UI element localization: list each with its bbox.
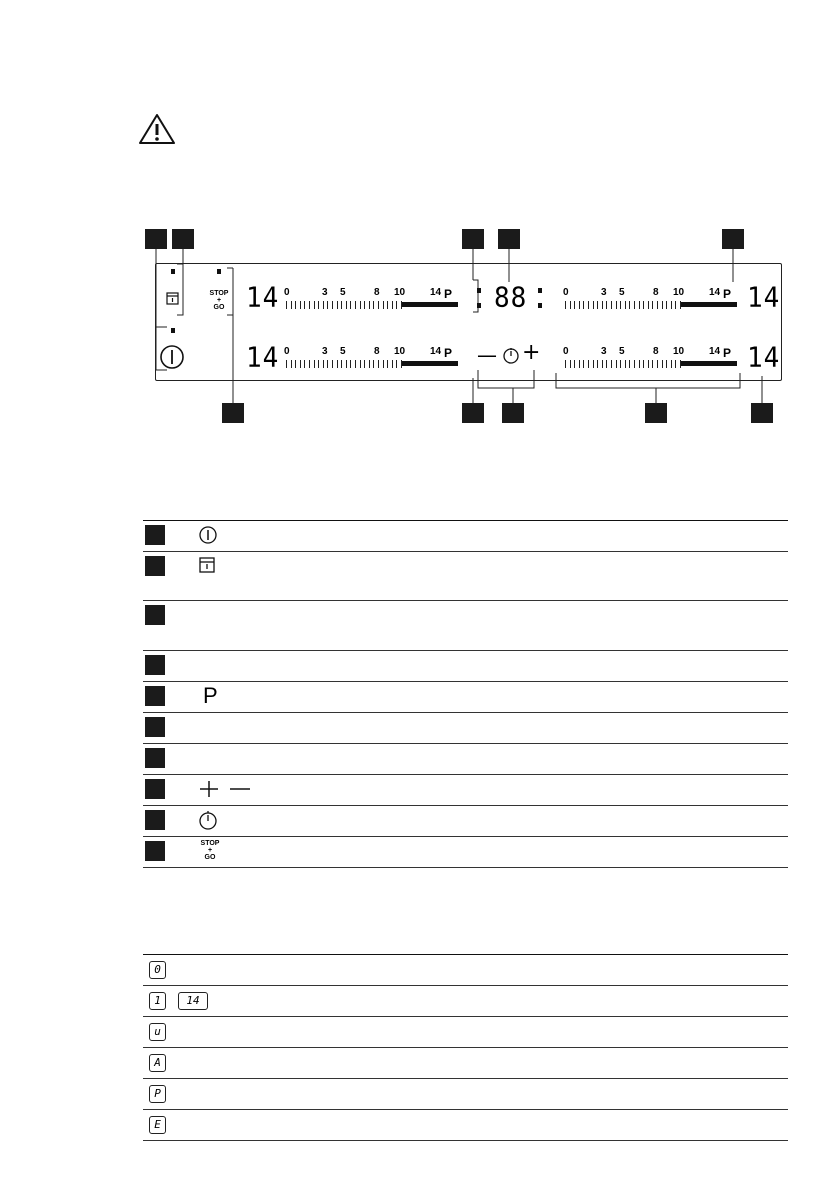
scale-tick	[341, 360, 342, 368]
lock-icon[interactable]	[166, 292, 179, 305]
scale-tick	[387, 301, 388, 309]
stop-go-icon	[199, 840, 221, 861]
scale-label: 10	[673, 287, 685, 298]
scale-tick	[671, 360, 672, 368]
scale-tick	[570, 301, 571, 309]
callout-number-box	[145, 525, 165, 545]
callout-number-box	[145, 686, 165, 706]
scale-tick	[360, 360, 361, 368]
scale-label: 0	[563, 346, 569, 357]
scale-label: 3	[322, 346, 328, 357]
scale-tick	[648, 301, 649, 309]
scale-label: 10	[394, 287, 406, 298]
scale-tick	[323, 360, 324, 368]
scale-tick	[369, 301, 370, 309]
slider-bottom-left[interactable]	[284, 346, 459, 376]
scale-tick	[648, 360, 649, 368]
scale-tick	[291, 301, 292, 309]
stopgo-indicator-dot	[217, 269, 221, 274]
scale-label: 3	[601, 287, 607, 298]
scale-label: 10	[673, 346, 685, 357]
stopgo-text: GO	[204, 854, 216, 861]
scale-label: 3	[601, 346, 607, 357]
scale-tick	[629, 360, 630, 368]
scale-tick	[300, 301, 301, 309]
display-symbol: E	[149, 1116, 166, 1134]
scale-tick	[652, 360, 653, 368]
scale-tick	[574, 301, 575, 309]
scale-label: 0	[284, 346, 290, 357]
scale-label: 3	[322, 287, 328, 298]
scale-label: 0	[284, 287, 290, 298]
scale-tick	[666, 360, 667, 368]
leader-lines	[0, 0, 840, 460]
scale-tick	[657, 301, 658, 309]
scale-tick	[643, 360, 644, 368]
scale-tick	[565, 301, 566, 309]
scale-tick	[597, 301, 598, 309]
scale-tick	[355, 360, 356, 368]
scale-label: P	[444, 346, 453, 360]
scale-bar	[402, 361, 458, 366]
scale-tick	[602, 301, 603, 309]
scale-tick	[606, 360, 607, 368]
scale-bar	[681, 361, 737, 366]
scale-tick	[629, 301, 630, 309]
scale-tick	[364, 360, 365, 368]
scale-tick	[291, 360, 292, 368]
scale-tick	[634, 301, 635, 309]
scale-tick	[588, 360, 589, 368]
table1-row	[143, 836, 788, 868]
scale-tick	[579, 301, 580, 309]
power-indicator-dot	[171, 328, 175, 333]
timer-dot	[538, 288, 542, 293]
scale-tick	[583, 360, 584, 368]
scale-label: 8	[653, 287, 659, 298]
scale-tick	[378, 360, 379, 368]
scale-label: 8	[653, 346, 659, 357]
scale-tick	[369, 360, 370, 368]
power-icon	[198, 525, 218, 549]
scale-tick	[309, 301, 310, 309]
scale-tick	[295, 360, 296, 368]
scale-tick	[318, 301, 319, 309]
scale-tick	[304, 301, 305, 309]
scale-tick	[392, 360, 393, 368]
table1-row	[143, 805, 788, 837]
stopgo-stop: STOP	[209, 290, 229, 297]
zone-display-top-right: 14	[747, 282, 781, 314]
scale-label: P	[723, 287, 732, 301]
scale-tick	[662, 301, 663, 309]
table1-row	[143, 743, 788, 775]
scale-tick	[625, 360, 626, 368]
timer-minus-button[interactable]: —	[477, 343, 497, 367]
slider-top-right[interactable]	[563, 287, 738, 317]
scale-tick	[314, 360, 315, 368]
scale-label: 5	[340, 287, 346, 298]
table2-row	[143, 1078, 788, 1110]
scale-tick	[327, 301, 328, 309]
lock-icon	[198, 556, 216, 578]
table1-row	[143, 681, 788, 713]
table1-row	[143, 551, 788, 601]
scale-tick	[588, 301, 589, 309]
table1-row	[143, 650, 788, 682]
scale-tick	[309, 360, 310, 368]
display-symbol: 14	[178, 992, 208, 1010]
scale-tick	[373, 301, 374, 309]
scale-tick	[675, 360, 676, 368]
scale-tick	[606, 301, 607, 309]
scale-label: 14	[430, 346, 442, 357]
scale-tick	[620, 360, 621, 368]
scale-tick	[387, 360, 388, 368]
scale-label: 5	[619, 346, 625, 357]
scale-tick	[364, 301, 365, 309]
scale-label: 5	[619, 287, 625, 298]
timer-plus-button[interactable]: +	[522, 340, 541, 365]
scale-tick	[565, 360, 566, 368]
scale-tick	[383, 360, 384, 368]
display-symbol: u	[149, 1023, 166, 1041]
callout-number-box	[145, 556, 165, 576]
timer-dot	[477, 303, 481, 308]
scale-tick	[643, 301, 644, 309]
scale-tick	[570, 360, 571, 368]
scale-tick	[373, 360, 374, 368]
scale-tick	[620, 301, 621, 309]
scale-tick	[662, 360, 663, 368]
plus-minus-icons	[198, 779, 253, 803]
scale-label: 14	[709, 287, 721, 298]
zone-display-bottom-right: 14	[747, 342, 781, 374]
scale-label: 5	[340, 346, 346, 357]
table2-row	[143, 954, 788, 986]
scale-tick	[593, 301, 594, 309]
callout-number-box	[145, 605, 165, 625]
scale-label: 0	[563, 287, 569, 298]
display-symbol: 1	[149, 992, 166, 1010]
scale-tick	[355, 301, 356, 309]
scale-tick	[597, 360, 598, 368]
scale-tick	[583, 301, 584, 309]
callout-number-box	[145, 717, 165, 737]
scale-bar	[681, 302, 737, 307]
table1-header	[143, 491, 788, 521]
timer-icon	[198, 810, 218, 834]
callout-number-box	[145, 779, 165, 799]
scale-tick	[286, 360, 287, 368]
table1-row	[143, 712, 788, 744]
table2-row	[143, 1047, 788, 1079]
scale-tick	[304, 360, 305, 368]
table1-row	[143, 774, 788, 806]
scale-tick	[314, 301, 315, 309]
display-symbol: 0	[149, 961, 166, 979]
zone-display-top-left: 14	[246, 282, 280, 314]
display-symbol: A	[149, 1054, 166, 1072]
scale-tick	[332, 360, 333, 368]
slider-top-left[interactable]	[284, 287, 459, 317]
callout-number-box	[145, 748, 165, 768]
scale-tick	[396, 301, 397, 309]
lock-indicator-dot	[171, 269, 175, 274]
zone-display-bottom-left: 14	[246, 342, 280, 374]
scale-tick	[639, 301, 640, 309]
scale-tick	[392, 301, 393, 309]
scale-tick	[675, 301, 676, 309]
slider-bottom-right[interactable]	[563, 346, 738, 376]
scale-label: 8	[374, 287, 380, 298]
scale-tick	[625, 301, 626, 309]
scale-tick	[671, 301, 672, 309]
scale-tick	[337, 301, 338, 309]
stop-go-button[interactable]	[208, 290, 230, 311]
timer-dot	[538, 303, 542, 308]
scale-label: 14	[709, 346, 721, 357]
scale-tick	[657, 360, 658, 368]
scale-label: P	[723, 346, 732, 360]
timer-icon[interactable]	[502, 347, 520, 365]
scale-tick	[639, 360, 640, 368]
scale-tick	[383, 301, 384, 309]
scale-tick	[295, 301, 296, 309]
scale-tick	[350, 360, 351, 368]
scale-tick	[666, 301, 667, 309]
scale-tick	[611, 360, 612, 368]
table1-row	[143, 600, 788, 651]
scale-tick	[300, 360, 301, 368]
display-symbol: P	[149, 1085, 166, 1103]
scale-tick	[652, 301, 653, 309]
stopgo-text: +	[207, 847, 213, 854]
scale-tick	[616, 301, 617, 309]
scale-tick	[332, 301, 333, 309]
scale-tick	[593, 360, 594, 368]
scale-tick	[611, 301, 612, 309]
scale-tick	[360, 301, 361, 309]
stopgo-go: GO	[213, 304, 225, 311]
callout-number-box	[145, 841, 165, 861]
callout-number-box	[145, 655, 165, 675]
scale-label: 8	[374, 346, 380, 357]
table1-row	[143, 520, 788, 552]
scale-tick	[634, 360, 635, 368]
stopgo-plus: +	[216, 297, 222, 304]
scale-label: 14	[430, 287, 442, 298]
scale-tick	[574, 360, 575, 368]
scale-tick	[396, 360, 397, 368]
callout-number-box	[145, 810, 165, 830]
scale-tick	[346, 301, 347, 309]
scale-tick	[616, 360, 617, 368]
scale-tick	[337, 360, 338, 368]
scale-tick	[378, 301, 379, 309]
timer-display: 88	[494, 282, 528, 314]
table2-row	[143, 1109, 788, 1141]
power-icon[interactable]	[159, 344, 185, 370]
timer-dot	[477, 288, 481, 293]
scale-tick	[327, 360, 328, 368]
scale-tick	[323, 301, 324, 309]
scale-tick	[318, 360, 319, 368]
scale-label: P	[444, 287, 453, 301]
scale-tick	[346, 360, 347, 368]
scale-tick	[602, 360, 603, 368]
table2-row	[143, 985, 788, 1017]
stopgo-text: STOP	[200, 840, 220, 847]
scale-tick	[579, 360, 580, 368]
scale-bar	[402, 302, 458, 307]
scale-tick	[350, 301, 351, 309]
scale-label: 10	[394, 346, 406, 357]
p-symbol: P	[203, 683, 218, 708]
scale-tick	[341, 301, 342, 309]
table2-header	[143, 924, 788, 955]
scale-tick	[286, 301, 287, 309]
table2-row	[143, 1016, 788, 1048]
